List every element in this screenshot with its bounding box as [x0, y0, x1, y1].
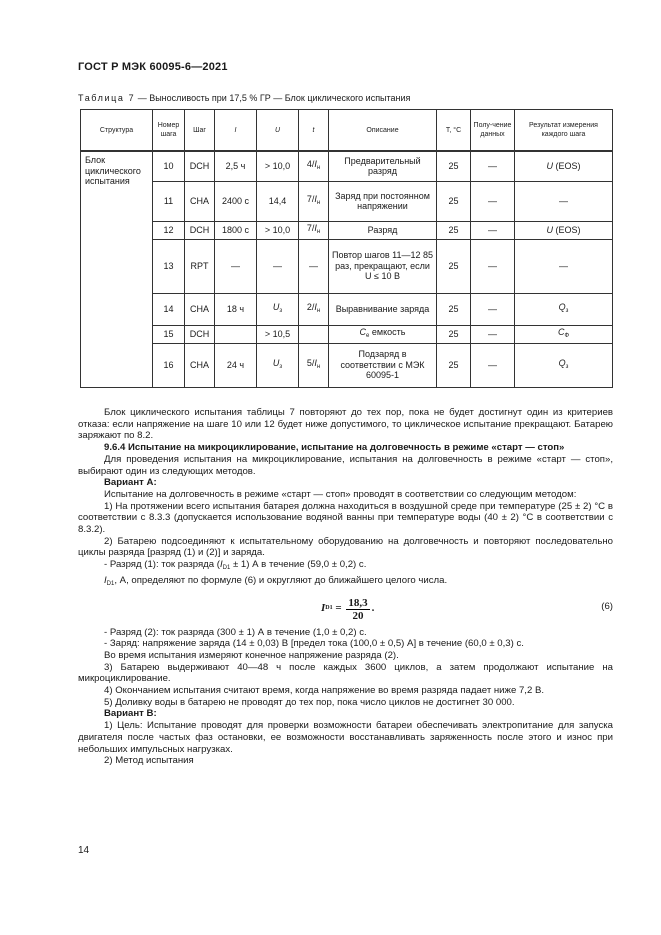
description-cell: [329, 343, 437, 387]
time-symbol: I: [314, 357, 317, 368]
paragraph: 1) На протяжении всего испытания батарея должна находиться в воздушной среде при температуре (25 ± 2) °С в соответствии с 8.3.3 (допускается использование водяной ванны при температуре воды (40 ± 2) °С в соответствии с 8.3.2).: [78, 500, 613, 536]
description-cell: [329, 151, 437, 181]
result-cell: [515, 151, 613, 181]
result-cell: [515, 325, 613, 343]
formula-denominator: 20: [352, 609, 364, 622]
formula-expression: [321, 597, 374, 622]
result-cell: [515, 221, 613, 239]
description-cell: [329, 293, 437, 325]
time-value: 7: [306, 193, 312, 204]
time-subscript: н: [316, 199, 321, 206]
paragraph: Блок циклического испытания таблицы 7 повторяют до тех пор, пока не будет достигнут один из критериев отказа: если напряжение на шаге 10 или 12 будет ниже допустимого, то циклическое испытание прекращают. Батарею заряжают по 8.2.: [78, 407, 613, 442]
table-row: [81, 325, 613, 343]
formula-lhs: I: [321, 602, 326, 615]
formula-fraction: [346, 597, 369, 622]
table-row: [81, 293, 613, 325]
voltage-cell: [257, 151, 299, 181]
time-subscript: н: [316, 363, 321, 370]
variant-b-heading: Вариант В:: [104, 708, 157, 720]
paragraph: 2) Метод испытания: [104, 755, 194, 767]
result-symbol: —: [559, 260, 568, 271]
header-step: Шаг: [185, 110, 215, 152]
voltage-value: 14,4: [268, 195, 287, 206]
step-cell: RPT: [185, 239, 215, 293]
time-cell: [299, 221, 329, 239]
header-step-number: Номер шага: [153, 110, 185, 152]
discharge-2-item: - Разряд (2): ток разряда (300 ± 1) А в течение (1,0 ± 0,2) с.: [104, 626, 367, 638]
temperature-cell: 25: [437, 181, 471, 221]
result-subscript: з: [565, 307, 569, 314]
temperature-cell: 25: [437, 151, 471, 181]
time-cell: [299, 293, 329, 325]
result-symbol: Q: [558, 301, 566, 312]
current-cell: 24 ч: [215, 343, 257, 387]
temperature-cell: 25: [437, 325, 471, 343]
temperature-cell: 25: [437, 343, 471, 387]
step-cell: DCH: [185, 325, 215, 343]
data-acquisition-cell: —: [471, 343, 515, 387]
voltage-value: > 10,0: [264, 161, 291, 171]
formula-numerator: 18,3: [348, 596, 368, 609]
data-acquisition-cell: —: [471, 151, 515, 181]
voltage-value: —: [273, 260, 282, 271]
voltage-cell: [257, 293, 299, 325]
time-value: 2: [306, 301, 312, 312]
temperature-cell: 25: [437, 239, 471, 293]
data-acquisition-cell: —: [471, 181, 515, 221]
slash: /: [311, 301, 315, 312]
result-symbol: C: [557, 326, 565, 337]
data-acquisition-cell: —: [471, 325, 515, 343]
step-number-cell: 13: [153, 239, 185, 293]
voltage-cell: [257, 181, 299, 221]
text-run: , А, определяют по формуле (6) и округляют до ближайшего целого числа.: [114, 574, 448, 586]
structure-cell: Блок циклического испытания: [81, 151, 153, 387]
paragraph: 4) Окончанием испытания считают время, когда напряжение во время разряда падает ниже 7,2 В.: [104, 685, 545, 697]
description-cell: [329, 325, 437, 343]
header-time: t: [299, 110, 329, 152]
result-tail: (EOS): [552, 224, 581, 235]
result-symbol: U: [546, 224, 553, 235]
voltage-symbol: U: [272, 357, 280, 368]
step-cell: CHA: [185, 293, 215, 325]
result-tail: (EOS): [552, 161, 581, 171]
time-symbol: I: [314, 193, 317, 204]
time-cell: [299, 239, 329, 293]
header-result: Результат измерения каждого шага: [515, 110, 613, 152]
subscript: D1: [106, 580, 115, 587]
result-cell: [515, 181, 613, 221]
paragraph: 2) Батарею подсоединяют к испытательному оборудованию на долговечность и повторяют последовательно циклы разряда [разряд (1) и (2)] и заряда.: [78, 535, 613, 559]
data-acquisition-cell: —: [471, 221, 515, 239]
result-cell: [515, 239, 613, 293]
slash: /: [311, 222, 315, 233]
temperature-cell: 25: [437, 293, 471, 325]
formula-lhs-sub: D1: [325, 605, 333, 612]
table-row: [81, 343, 613, 387]
time-cell: [299, 181, 329, 221]
slash: /: [311, 159, 315, 169]
voltage-subscript: з: [279, 307, 283, 314]
subscript: D1: [222, 565, 231, 572]
voltage-cell: [257, 343, 299, 387]
time-subscript: н: [316, 307, 321, 314]
data-acquisition-cell: —: [471, 293, 515, 325]
paragraph: Во время испытания измеряют конечное напряжение разряда (2).: [104, 649, 399, 661]
description-cell: [329, 181, 437, 221]
description-text: Предварительный разряд: [344, 155, 421, 177]
time-symbol: I: [314, 159, 317, 169]
data-acquisition-cell: —: [471, 239, 515, 293]
paragraph: 1) Цель: Испытание проводят для проверки возможности батареи обеспечивать электропитание для запуска двигателя после частых фаз остановки, ее возможности восстанавливать заряженность после этого и износ при небольших импульсных нагрузках.: [78, 720, 613, 755]
paragraph: Испытание на долговечность в режиме «старт — стоп» проводят в соответствии со следующим методом:: [104, 488, 577, 500]
table-row: [81, 181, 613, 221]
paragraph: 3) Батарею выдерживают 40—48 ч после каждых 3600 циклов, а затем продолжают испытание на микроциклирование.: [78, 661, 613, 685]
time-value: 7: [306, 222, 312, 233]
step-cell: CHA: [185, 181, 215, 221]
current-cell: 2,5 ч: [215, 151, 257, 181]
time-symbol: I: [314, 222, 317, 233]
voltage-cell: [257, 221, 299, 239]
page-number: 14: [78, 845, 90, 856]
voltage-value: > 10,0: [264, 224, 291, 235]
time-subscript: н: [316, 228, 321, 235]
description-subscript: e: [366, 332, 370, 339]
result-subscript: з: [565, 363, 569, 370]
voltage-subscript: з: [279, 363, 283, 370]
step-number-cell: 11: [153, 181, 185, 221]
description-symbol: C: [359, 326, 367, 337]
header-voltage: U: [257, 110, 299, 152]
voltage-cell: [257, 239, 299, 293]
result-symbol: —: [559, 195, 568, 206]
step-number-cell: 16: [153, 343, 185, 387]
formula-dot: .: [371, 602, 375, 615]
description-text: Разряд: [367, 224, 398, 235]
description-cell: [329, 221, 437, 239]
time-cell: [299, 343, 329, 387]
result-subscript: Ф: [564, 332, 570, 339]
result-cell: [515, 293, 613, 325]
text-run: - Разряд (1): ток разряда (: [104, 559, 220, 571]
current-definition: [78, 575, 613, 591]
description-text: Выравнивание заряда: [335, 303, 430, 314]
current-cell: 2400 с: [215, 181, 257, 221]
step-number-cell: 12: [153, 221, 185, 239]
voltage-symbol: U: [272, 301, 280, 312]
table-row: [81, 151, 613, 181]
step-cell: DCH: [185, 151, 215, 181]
endurance-table: [80, 109, 613, 388]
time-subscript: н: [316, 165, 321, 171]
current-cell: [215, 325, 257, 343]
document-code-header: ГОСТ Р МЭК 60095-6—2021: [78, 61, 228, 73]
formula-equals: =: [332, 602, 345, 615]
current-cell: 18 ч: [215, 293, 257, 325]
header-description: Описание: [329, 110, 437, 152]
time-value: 4: [306, 159, 312, 169]
slash: /: [311, 193, 315, 204]
section-heading-9-6-4: 9.6.4 Испытание на микроциклирование, испытание на долговечность в режиме «старт — стоп»: [104, 442, 565, 454]
symbol: I: [104, 574, 107, 586]
header-temperature: T, °C: [437, 110, 471, 152]
step-cell: CHA: [185, 343, 215, 387]
description-text: емкость: [369, 326, 406, 337]
text-run: ± 1) А в течение (59,0 ± 0,2) с.: [230, 559, 367, 571]
step-number-cell: 10: [153, 151, 185, 181]
time-value: 5: [306, 357, 312, 368]
paragraph: Для проведения испытания на микроциклирование, испытания на долговечность в режиме «старт — стоп», выбирают один из следующих методов.: [78, 453, 613, 477]
table-row: [81, 239, 613, 293]
step-cell: DCH: [185, 221, 215, 239]
step-number-cell: 15: [153, 325, 185, 343]
description-text: Повтор шагов 11—12 85 раз, прекращают, если U ≤ 10 В: [331, 250, 434, 282]
variant-a-heading: Вариант А:: [104, 477, 157, 489]
result-symbol: U: [546, 161, 553, 171]
table-caption-label: Таблица 7: [78, 93, 136, 103]
header-structure: Структура: [81, 110, 153, 152]
table-header-row: [81, 110, 613, 152]
discharge-1-item: [78, 559, 613, 575]
charge-item: - Заряд: напряжение заряда (14 ± 0,03) В [предел тока (100,0 ± 0,5) А] в течение (60,0 ± 0,3) с.: [104, 638, 524, 650]
description-text: Заряд при постоянном напряжении: [335, 190, 430, 211]
header-current: I: [215, 110, 257, 152]
body-text: [78, 407, 613, 767]
voltage-cell: [257, 325, 299, 343]
temperature-cell: 25: [437, 221, 471, 239]
current-cell: —: [215, 239, 257, 293]
table-caption-text: — Выносливость при 17,5 % ГР — Блок циклического испытания: [135, 93, 411, 103]
result-symbol: Q: [558, 357, 566, 368]
voltage-value: > 10,5: [264, 328, 291, 339]
current-cell: 1800 с: [215, 221, 257, 239]
formula-6: [78, 595, 613, 625]
table-row: [81, 221, 613, 239]
symbol: I: [219, 559, 223, 571]
formula-number: (6): [601, 600, 613, 612]
time-cell: [299, 151, 329, 181]
header-data-acquisition: Полу-чение данных: [471, 110, 515, 152]
time-cell: [299, 325, 329, 343]
time-symbol: I: [314, 301, 317, 312]
description-cell: [329, 239, 437, 293]
table-caption: [78, 93, 410, 103]
time-value: —: [309, 260, 318, 271]
step-number-cell: 14: [153, 293, 185, 325]
result-cell: [515, 343, 613, 387]
slash: /: [311, 357, 315, 368]
description-text: Подзаряд в соответствии с МЭК 60095-1: [340, 349, 425, 381]
paragraph: 5) Доливку воды в батарею не проводят до тех пор, пока число циклов не достигнет 30 000.: [104, 696, 515, 708]
